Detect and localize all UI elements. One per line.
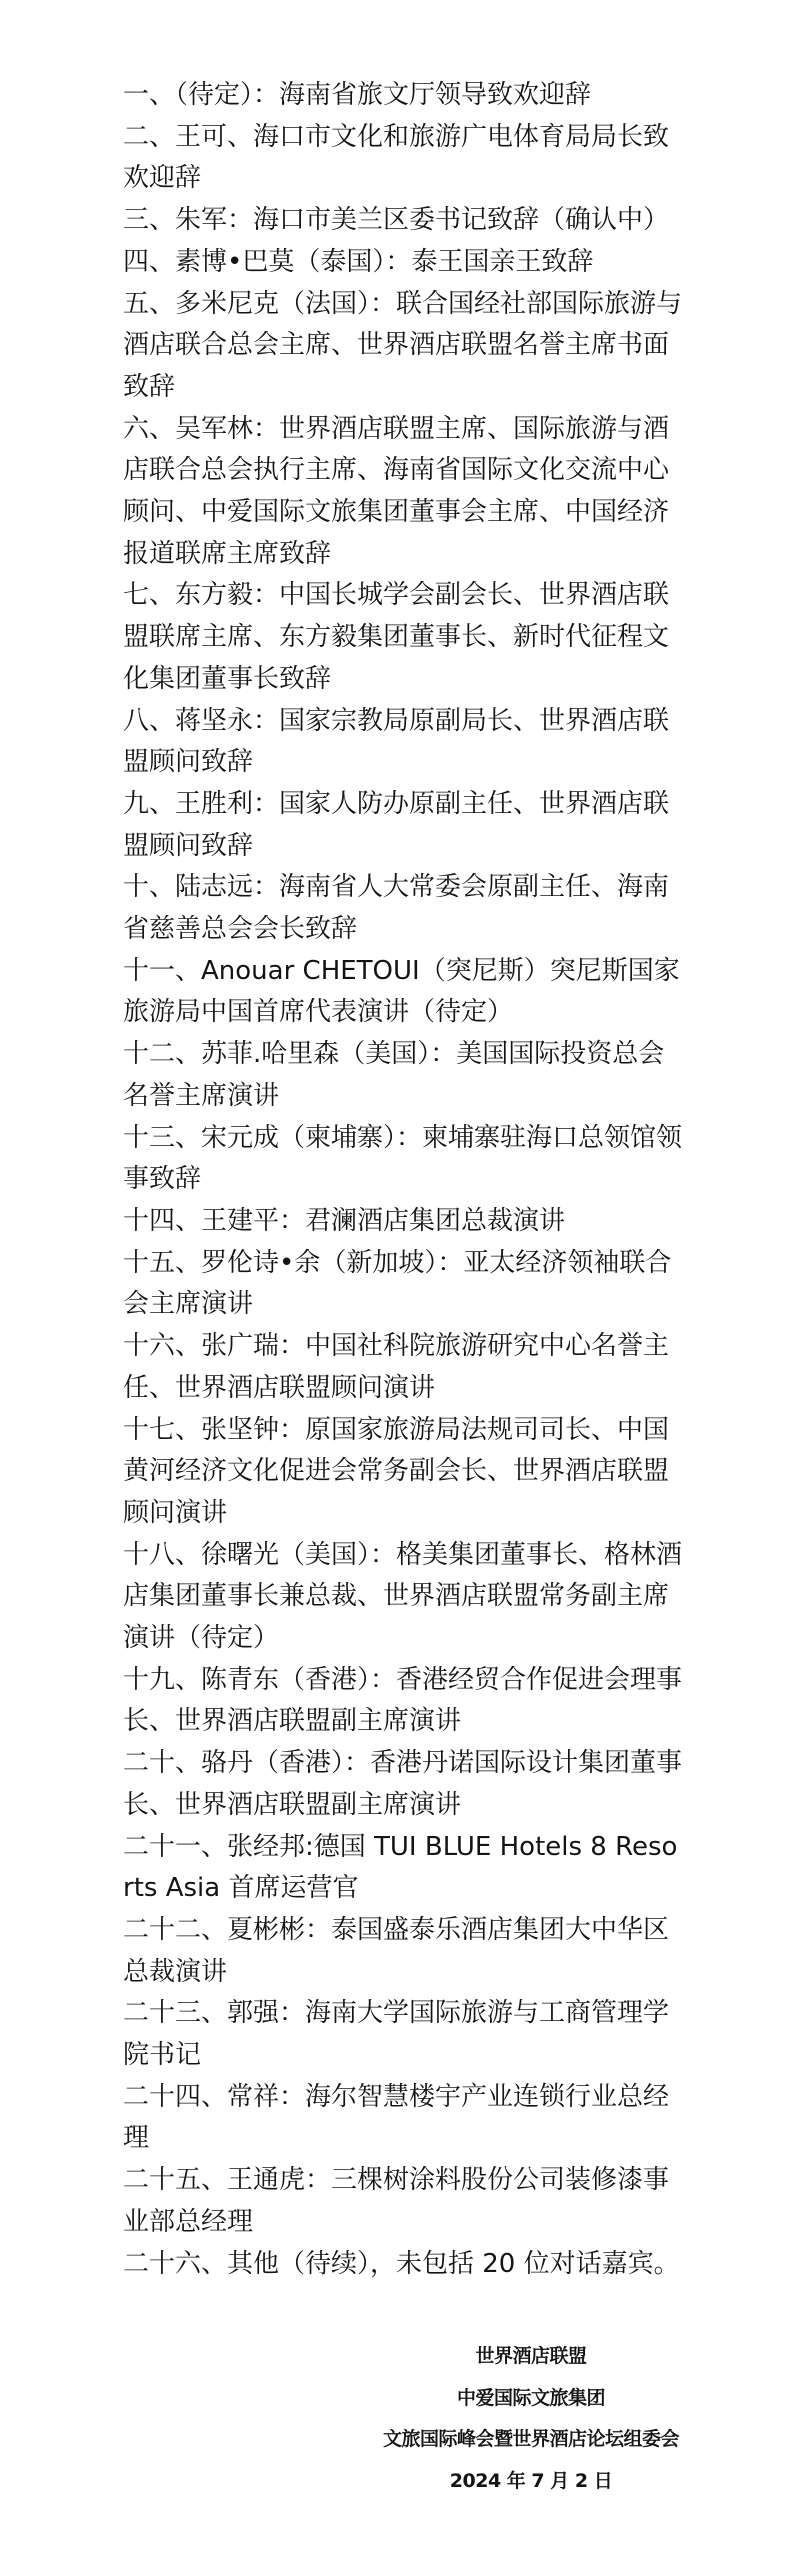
agenda-item: 十五、罗伦诗•余（新加坡）：亚太经济领袖联合会主席演讲 [123,1247,672,1320]
agenda-item: 八、蒋坚永：国家宗教局原副局长、世界酒店联盟顾问致辞 [123,705,670,778]
agenda-item: 三、朱军：海口市美兰区委书记致辞（确认中） [123,205,670,236]
agenda-item: 十七、张坚钟：原国家旅游局法规司司长、中国黄河经济文化促进会常务副会长、世界酒店联盟顾问演讲 [123,1414,670,1528]
agenda-item: 二十、骆丹（香港）：香港丹诺国际设计集团董事长、世界酒店联盟副主席演讲 [123,1748,683,1820]
agenda-list [123,75,685,2285]
signature-org-zhongai-group: 中爱国际文旅集团 [456,2386,605,2409]
agenda-item: 十二、苏菲.哈里森（美国）：美国国际投资总会名誉主席演讲 [123,1039,665,1111]
signature-block [380,2336,682,2503]
signature-date: 2024 年 7 月 2 日 [449,2470,613,2493]
agenda-item: 四、素博•巴莫（泰国）：泰王国亲王致辞 [123,246,594,277]
agenda-item: 二十六、其他（待续），未包括 20 位对话嘉宾。 [123,2248,680,2279]
agenda-item: 一、（待定）：海南省旅文厅领导致欢迎辞 [123,80,592,110]
agenda-item: 二十四、常祥：海尔智慧楼宇产业连锁行业总经理 [123,2081,670,2154]
agenda-item: 六、吴军林：世界酒店联盟主席、国际旅游与酒店联合总会执行主席、海南省国际文化交流中心顾问、中爱国际文旅集团董事会主席、中国经济报道联席主席致辞 [123,413,670,569]
signature-org-world-hotel-alliance: 世界酒店联盟 [475,2345,587,2367]
agenda-item: 五、多米尼克（法国）：联合国经社部国际旅游与酒店联合总会主席、世界酒店联盟名誉主席书面致辞 [123,288,683,402]
agenda-item: 二十一、张经邦:德国 TUI BLUE Hotels 8 Resorts Asia 首席运营官 [123,1831,678,1904]
agenda-item: 十九、陈青东（香港）：香港经贸合作促进会理事长、世界酒店联盟副主席演讲 [123,1664,683,1737]
agenda-item: 十三、宋元成（柬埔寨）：柬埔寨驻海口总领馆领事致辞 [123,1122,683,1195]
agenda-item: 二十五、王通虎：三棵树涂料股份公司装修漆事业部总经理 [123,2165,670,2237]
agenda-item: 七、东方毅：中国长城学会副会长、世界酒店联盟联席主席、东方毅集团董事长、新时代征程文化集团董事长致辞 [123,580,670,694]
agenda-item: 十、陆志远：海南省人大常委会原副主任、海南省慈善总会会长致辞 [123,872,670,945]
agenda-item: 二十三、郭强：海南大学国际旅游与工商管理学院书记 [123,1998,670,2071]
agenda-item: 十四、王建平：君澜酒店集团总裁演讲 [123,1205,566,1236]
agenda-item: 二、王可、海口市文化和旅游广电体育局局长致欢迎辞 [123,121,670,194]
agenda-item: 二十二、夏彬彬：泰国盛泰乐酒店集团大中华区总裁演讲 [123,1914,670,1987]
agenda-item: 九、王胜利：国家人防办原副主任、世界酒店联盟顾问致辞 [123,788,670,861]
signature-org-committee: 文旅国际峰会暨世界酒店论坛组委会 [382,2428,679,2451]
agenda-item: 十八、徐曙光（美国）：格美集团董事长、格林酒店集团董事长兼总裁、世界酒店联盟常务副主席演讲（待定） [123,1539,683,1654]
agenda-item: 十六、张广瑞：中国社科院旅游研究中心名誉主任、世界酒店联盟顾问演讲 [123,1331,670,1403]
agenda-item: 十一、Anouar CHETOUI（突尼斯）突尼斯国家旅游局中国首席代表演讲（待定） [123,955,680,1028]
